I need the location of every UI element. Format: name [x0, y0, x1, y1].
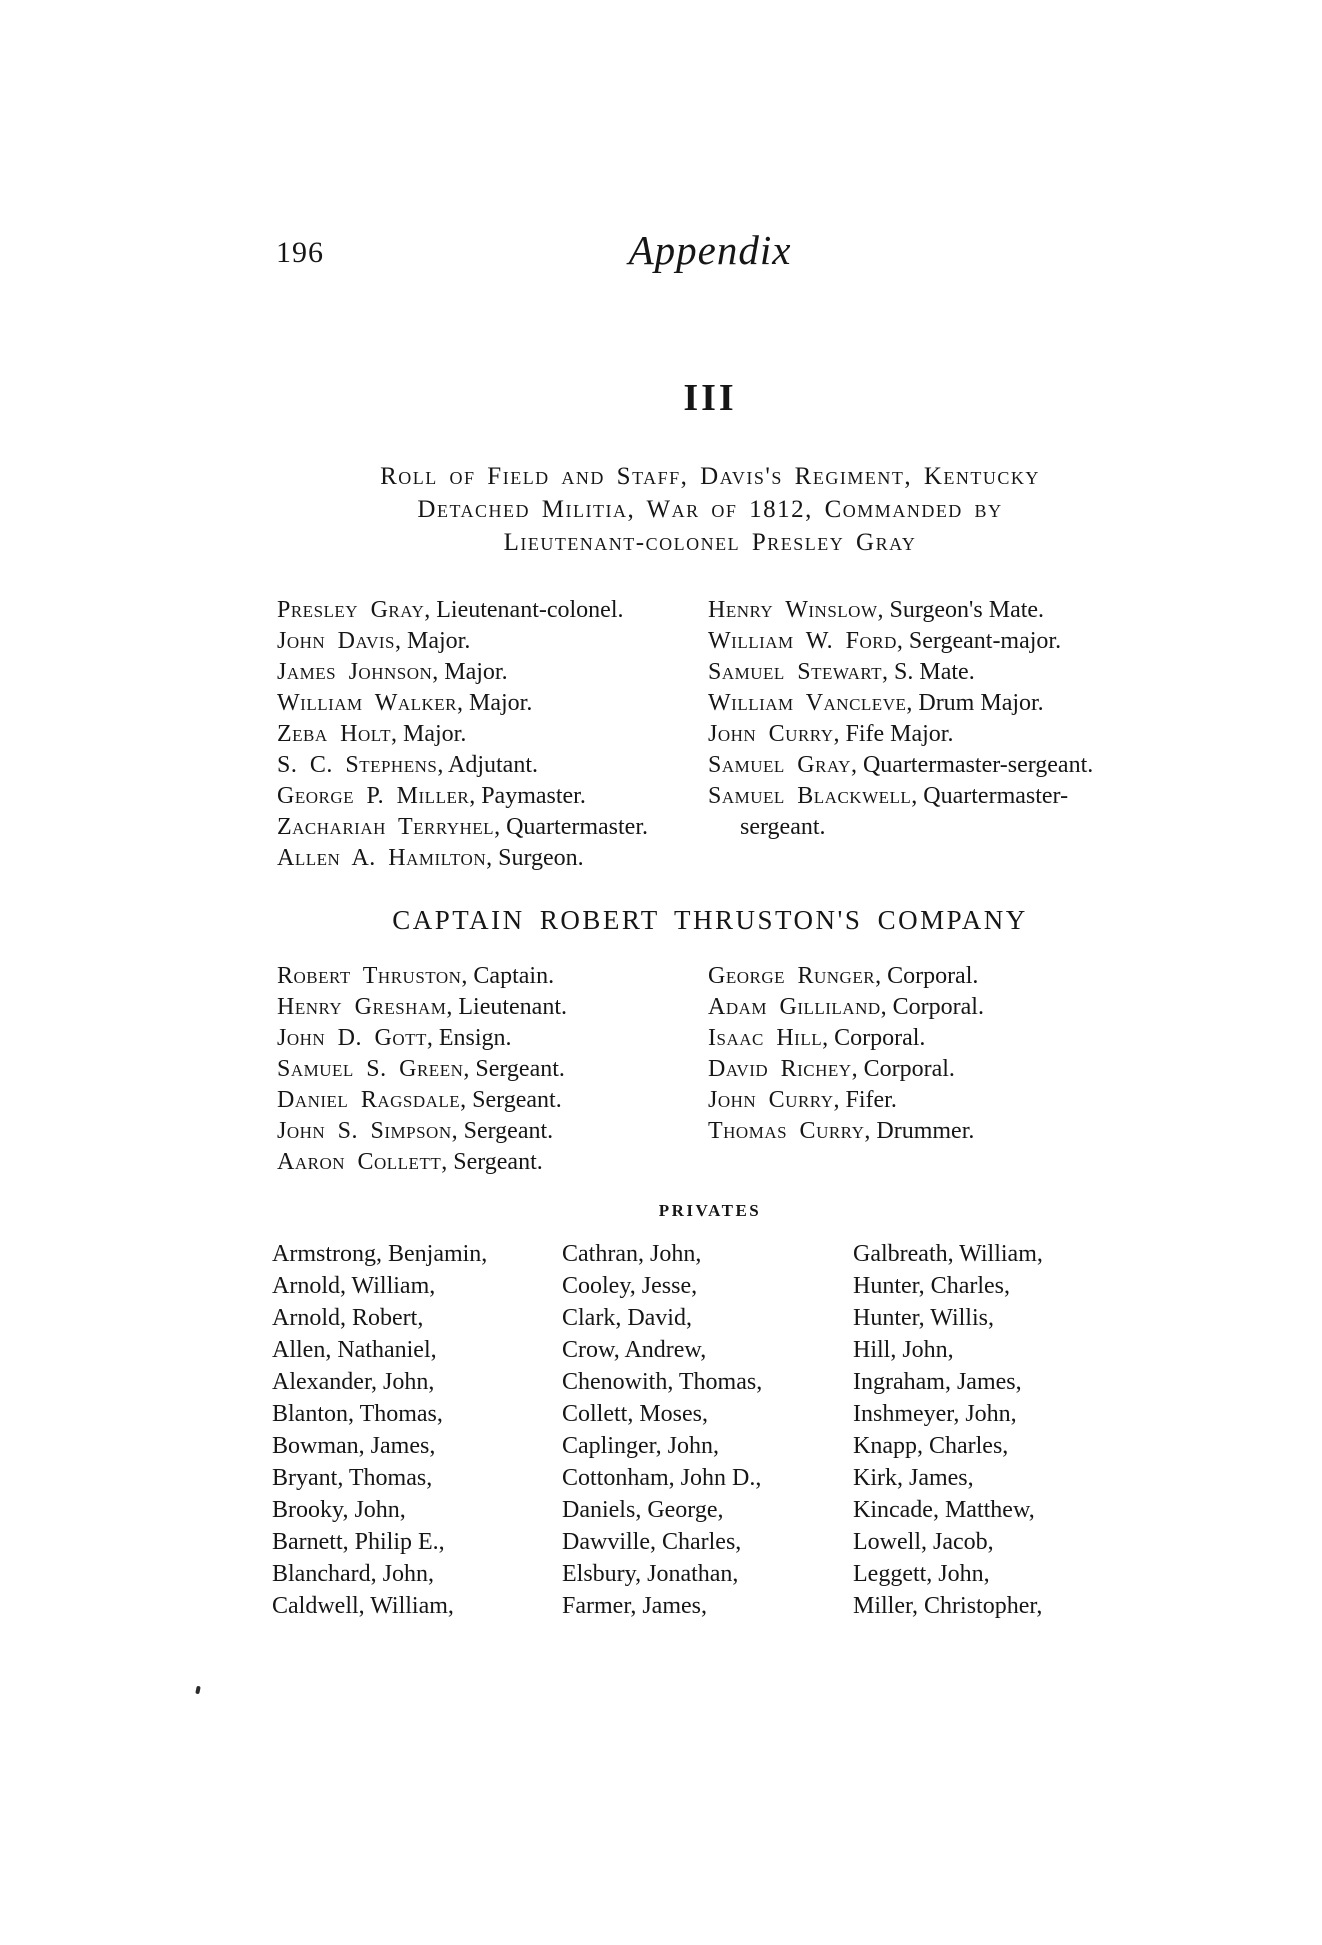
privates-column-2: [562, 1238, 842, 1622]
person-name: David Richey: [708, 1056, 852, 1082]
roster-entry: William W. Ford, Sergeant-major.: [708, 628, 1062, 654]
private-entry: Knapp, Charles,: [853, 1433, 1009, 1459]
section-title-line-3: Lieutenant-colonel Presley Gray: [503, 529, 917, 556]
private-entry: Hunter, Charles,: [853, 1273, 1010, 1299]
section-title-line-2: Detached Militia, War of 1812, Commanded by: [417, 496, 1003, 523]
section-title-line-1: Roll of Field and Staff, Davis's Regiment, Kentucky: [380, 463, 1040, 490]
person-name: Robert Thruston: [277, 963, 462, 989]
person-name: James Johnson: [277, 659, 433, 685]
private-entry: Armstrong, Benjamin,: [272, 1241, 488, 1267]
private-entry: Caldwell, William,: [272, 1593, 454, 1619]
privates-heading: PRIVATES: [658, 1201, 762, 1220]
privates-column-1: [272, 1238, 552, 1622]
person-name: Samuel Blackwell: [708, 783, 912, 809]
private-entry: Allen, Nathaniel,: [272, 1337, 437, 1363]
person-name: Samuel S. Green: [277, 1056, 464, 1082]
roster-entry: Zeba Holt, Major.: [277, 721, 467, 747]
private-entry: Kincade, Matthew,: [853, 1497, 1035, 1523]
private-entry: Crow, Andrew,: [562, 1337, 707, 1363]
person-name: John S. Simpson: [277, 1118, 452, 1144]
person-name: William W. Ford: [708, 628, 897, 654]
person-name: Henry Gresham: [277, 994, 447, 1020]
person-name: John Curry: [708, 721, 834, 747]
roster-entry: Robert Thruston, Captain.: [277, 963, 555, 989]
person-name: Zachariah Terryhel: [277, 814, 495, 840]
private-entry: Bowman, James,: [272, 1433, 436, 1459]
section-title: [99, 460, 1321, 559]
roster-entry: Aaron Collett, Sergeant.: [277, 1149, 543, 1175]
page-number: 196: [276, 236, 324, 269]
roster-entry: Presley Gray, Lieutenant-colonel.: [277, 597, 624, 623]
field-staff-roster-left: [277, 595, 707, 874]
private-entry: Arnold, William,: [272, 1273, 436, 1299]
private-entry: Blanchard, John,: [272, 1561, 434, 1587]
roster-entry: James Johnson, Major.: [277, 659, 508, 685]
roster-entry: David Richey, Corporal.: [708, 1056, 955, 1082]
roster-entry: George Runger, Corporal.: [708, 963, 979, 989]
person-name: George Runger: [708, 963, 876, 989]
person-name: Presley Gray: [277, 597, 425, 623]
private-entry: Lowell, Jacob,: [853, 1529, 994, 1555]
private-entry: Galbreath, William,: [853, 1241, 1043, 1267]
person-name: William Walker: [277, 690, 458, 716]
roster-entry: Daniel Ragsdale, Sergeant.: [277, 1087, 562, 1113]
roster-entry: John Curry, Fife Major.: [708, 721, 954, 747]
roster-entry: Allen A. Hamilton, Surgeon.: [277, 845, 584, 871]
roster-entry: John D. Gott, Ensign.: [277, 1025, 512, 1051]
private-entry: Bryant, Thomas,: [272, 1465, 433, 1491]
private-entry: Hill, John,: [853, 1337, 954, 1363]
person-name: Daniel Ragsdale: [277, 1087, 461, 1113]
company-roster-left: [277, 961, 707, 1178]
roster-entry: William Walker, Major.: [277, 690, 533, 716]
private-entry: Hunter, Willis,: [853, 1305, 994, 1331]
roster-entry: John Curry, Fifer.: [708, 1087, 897, 1113]
private-entry: Cottonham, John D.,: [562, 1465, 762, 1491]
person-name: Henry Winslow: [708, 597, 878, 623]
roster-entry: John Davis, Major.: [277, 628, 471, 654]
private-entry: Clark, David,: [562, 1305, 692, 1331]
roster-entry: S. C. Stephens, Adjutant.: [277, 752, 538, 778]
private-entry: Cooley, Jesse,: [562, 1273, 698, 1299]
section-numeral: III: [683, 377, 737, 419]
privates-column-3: [853, 1238, 1143, 1622]
private-entry: Collett, Moses,: [562, 1401, 709, 1427]
roster-entry: Adam Gilliland, Corporal.: [708, 994, 984, 1020]
person-name: S. C. Stephens: [277, 752, 438, 778]
person-name: John Curry: [708, 1087, 834, 1113]
private-entry: Caplinger, John,: [562, 1433, 720, 1459]
company-heading: CAPTAIN ROBERT THRUSTON'S COMPANY: [392, 905, 1028, 935]
roster-entry-continuation: sergeant.: [740, 814, 826, 840]
person-name: John D. Gott: [277, 1025, 427, 1051]
roster-entry: Samuel Stewart, S. Mate.: [708, 659, 975, 685]
roster-entry: Zachariah Terryhel, Quartermaster.: [277, 814, 648, 840]
roster-entry: Samuel S. Green, Sergeant.: [277, 1056, 565, 1082]
company-roster-right: [708, 961, 1148, 1147]
roster-entry: Isaac Hill, Corporal.: [708, 1025, 926, 1051]
roster-entry: Thomas Curry, Drummer.: [708, 1118, 975, 1144]
private-entry: Arnold, Robert,: [272, 1305, 424, 1331]
private-entry: Daniels, George,: [562, 1497, 724, 1523]
person-name: John Davis: [277, 628, 395, 654]
person-name: Adam Gilliland: [708, 994, 881, 1020]
private-entry: Cathran, John,: [562, 1241, 702, 1267]
private-entry: Leggett, John,: [853, 1561, 990, 1587]
person-name: Allen A. Hamilton: [277, 845, 487, 871]
private-entry: Miller, Christopher,: [853, 1593, 1043, 1619]
private-entry: Blanton, Thomas,: [272, 1401, 443, 1427]
private-entry: Farmer, James,: [562, 1593, 707, 1619]
person-name: Aaron Collett: [277, 1149, 442, 1175]
private-entry: Alexander, John,: [272, 1369, 435, 1395]
ink-speck: [195, 1686, 201, 1695]
private-entry: Brooky, John,: [272, 1497, 406, 1523]
person-name: Samuel Gray: [708, 752, 851, 778]
person-name: George P. Miller: [277, 783, 470, 809]
person-name: Samuel Stewart: [708, 659, 883, 685]
roster-entry: Henry Winslow, Surgeon's Mate.: [708, 597, 1045, 623]
roster-entry: Samuel Blackwell, Quartermaster-: [708, 783, 1069, 809]
private-entry: Kirk, James,: [853, 1465, 974, 1491]
roster-entry: William Vancleve, Drum Major.: [708, 690, 1044, 716]
private-entry: Elsbury, Jonathan,: [562, 1561, 739, 1587]
person-name: William Vancleve: [708, 690, 907, 716]
roster-entry: Henry Gresham, Lieutenant.: [277, 994, 567, 1020]
private-entry: Barnett, Philip E.,: [272, 1529, 445, 1555]
private-entry: Chenowith, Thomas,: [562, 1369, 763, 1395]
person-name: Zeba Holt: [277, 721, 391, 747]
roster-entry: John S. Simpson, Sergeant.: [277, 1118, 554, 1144]
private-entry: Inshmeyer, John,: [853, 1401, 1017, 1427]
field-staff-roster-right: [708, 595, 1148, 843]
person-name: Thomas Curry: [708, 1118, 865, 1144]
running-head: Appendix: [628, 227, 792, 273]
private-entry: Dawville, Charles,: [562, 1529, 742, 1555]
roster-entry: George P. Miller, Paymaster.: [277, 783, 586, 809]
person-name: Isaac Hill: [708, 1025, 823, 1051]
roster-entry: Samuel Gray, Quartermaster-sergeant.: [708, 752, 1094, 778]
private-entry: Ingraham, James,: [853, 1369, 1022, 1395]
